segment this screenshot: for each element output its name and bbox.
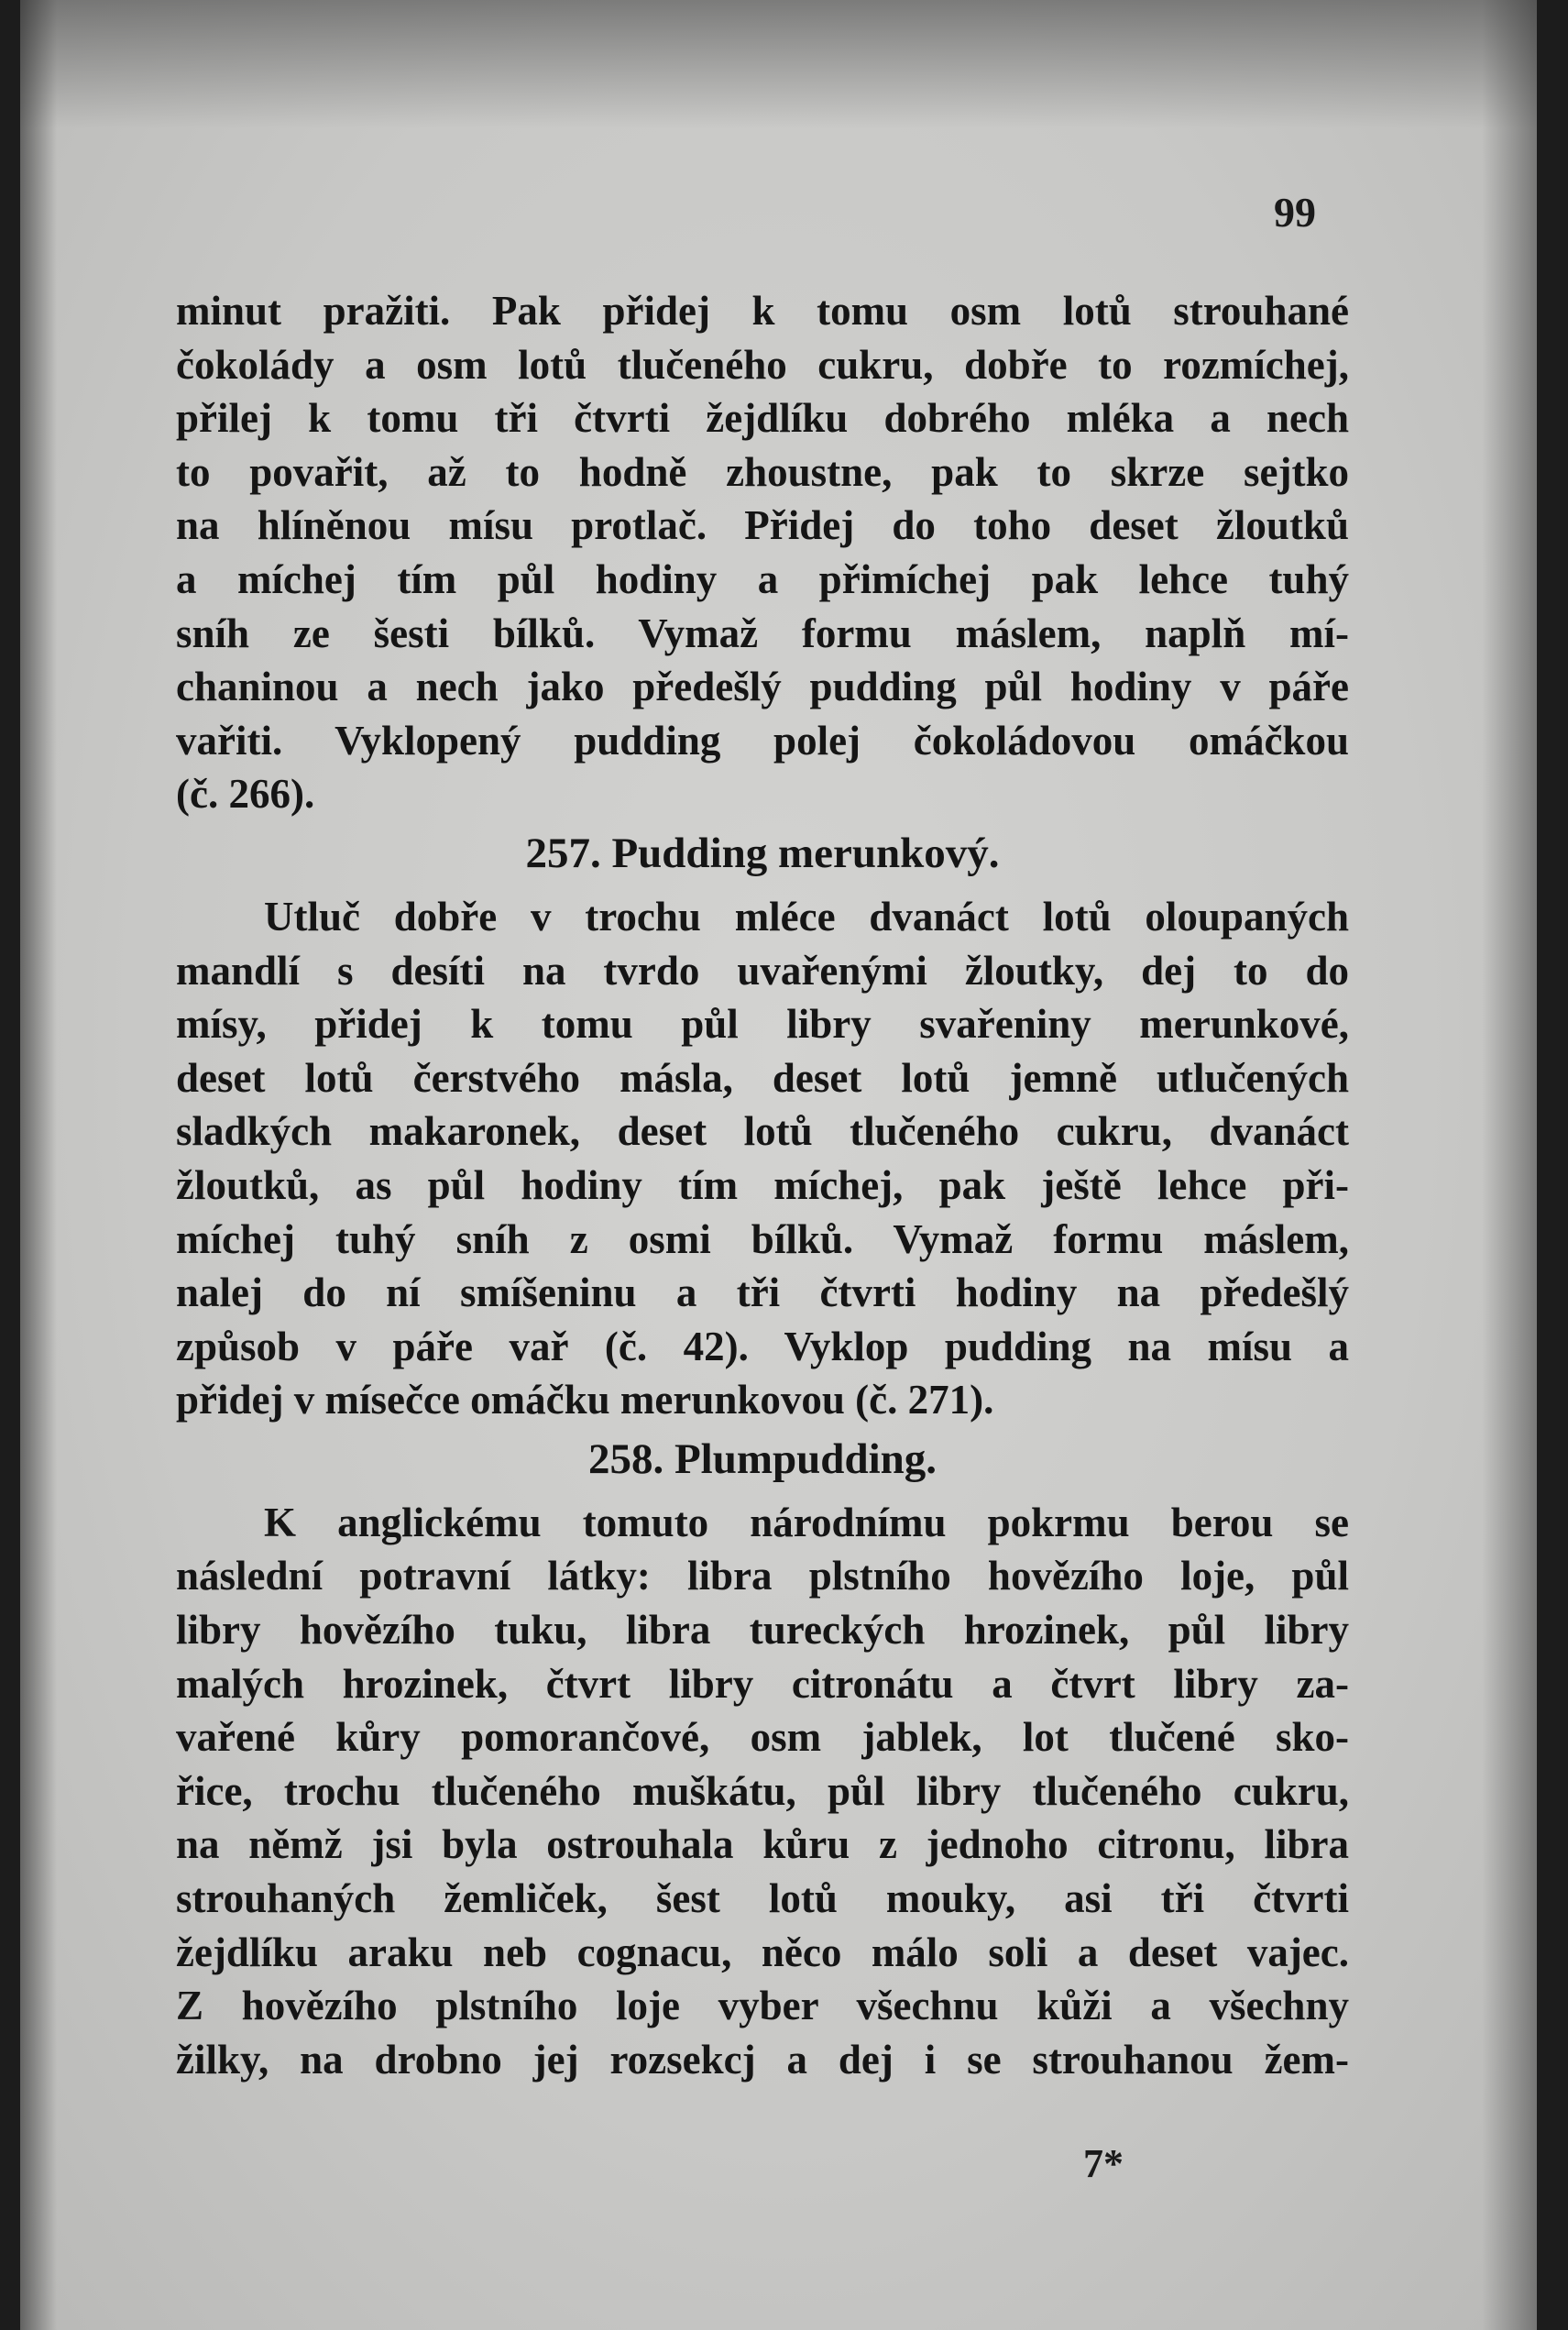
page-number: 99: [1274, 189, 1316, 236]
text-line: mísy, přidej k tomu půl libry svařeniny merunkové,: [176, 1001, 1349, 1048]
text-line: žejdlíku araku neb cognacu, něco málo soli a deset vajec.: [176, 1929, 1349, 1975]
recipe-heading-257: 257. Pudding merunkový.: [525, 829, 1000, 877]
book-page: [20, 0, 1537, 2330]
text-line: sladkých makaronek, deset lotů tlučeného cukru, dvanáct: [176, 1108, 1349, 1155]
page-top-shadow: [20, 0, 1537, 128]
text-line: na hlíněnou mísu protlač. Přidej do toho deset žloutků: [176, 502, 1349, 549]
text-line: malých hrozinek, čtvrt libry citronátu a čtvrt libry za-: [176, 1660, 1349, 1707]
page-text: [176, 284, 1349, 2086]
text-line: žilky, na drobno jej rozsekcj a dej i se strouhanou žem-: [176, 2036, 1349, 2083]
text-line: způsob v páře vař (č. 42). Vyklop pudding na mísu a: [176, 1323, 1349, 1369]
paragraph-256-continuation: [176, 284, 1349, 821]
text-line: chaninou a nech jako předešlý pudding půl hodiny v páře: [176, 664, 1349, 710]
text-line: sníh ze šesti bílků. Vymaž formu máslem, naplň mí-: [176, 610, 1349, 656]
page-gutter-shadow: [20, 0, 57, 2330]
text-line: mandlí s desíti na tvrdo uvařenými žloutky, dej to do: [176, 947, 1349, 994]
text-line: žloutků, as půl hodiny tím míchej, pak ještě lehce při-: [176, 1161, 1349, 1208]
paragraph-258: [176, 1496, 1349, 2087]
text-line: (č. 266).: [176, 771, 315, 818]
text-line: přilej k tomu tři čtvrti žejdlíku dobrého mléka a nech: [176, 395, 1349, 442]
text-line: řice, trochu tlučeného muškátu, půl libry tlučeného cukru,: [176, 1767, 1349, 1814]
text-line: přidej v mísečce omáčku merunkovou (č. 271).: [176, 1377, 994, 1423]
text-line: Utluč dobře v trochu mléce dvanáct lotů oloupaných: [264, 893, 1349, 940]
text-line: na němž jsi byla ostrouhala kůru z jednoho citronu, libra: [176, 1821, 1349, 1868]
text-line: nalej do ní smíšeninu a tři čtvrti hodiny na předešlý: [176, 1269, 1349, 1316]
text-line: vařené kůry pomorančové, osm jablek, lot tlučené sko-: [176, 1714, 1349, 1761]
text-line: a míchej tím půl hodiny a přimíchej pak lehce tuhý: [176, 555, 1349, 602]
recipe-heading-258: 258. Plumpudding.: [587, 1434, 938, 1483]
text-line: to povařit, až to hodně zhoustne, pak to skrze sejtko: [176, 448, 1349, 495]
text-line: míchej tuhý sníh z osmi bílků. Vymaž formu máslem,: [176, 1215, 1349, 1262]
paragraph-257: [176, 890, 1349, 1427]
text-line: následní potravní látky: libra plstního hovězího loje, půl: [176, 1553, 1349, 1599]
page-edge-shadow: [1482, 0, 1537, 2330]
text-line: čokolády a osm lotů tlučeného cukru, dobře to rozmíchej,: [176, 341, 1349, 388]
text-line: strouhaných žemliček, šest lotů mouky, asi tři čtvrti: [176, 1875, 1349, 1922]
text-line: vařiti. Vyklopený pudding polej čokoládovou omáčkou: [176, 717, 1349, 764]
text-line: K anglickému tomuto národnímu pokrmu berou se: [264, 1499, 1349, 1545]
text-line: deset lotů čerstvého másla, deset lotů jemně utlučených: [176, 1054, 1349, 1101]
text-line: libry hovězího tuku, libra tureckých hrozinek, půl libry: [176, 1607, 1349, 1654]
text-line: minut pražiti. Pak přidej k tomu osm lotů strouhané: [176, 288, 1349, 334]
text-line: Z hovězího plstního loje vyber všechnu kůži a všechny: [176, 1983, 1349, 2029]
signature-mark: 7*: [1083, 2141, 1124, 2186]
